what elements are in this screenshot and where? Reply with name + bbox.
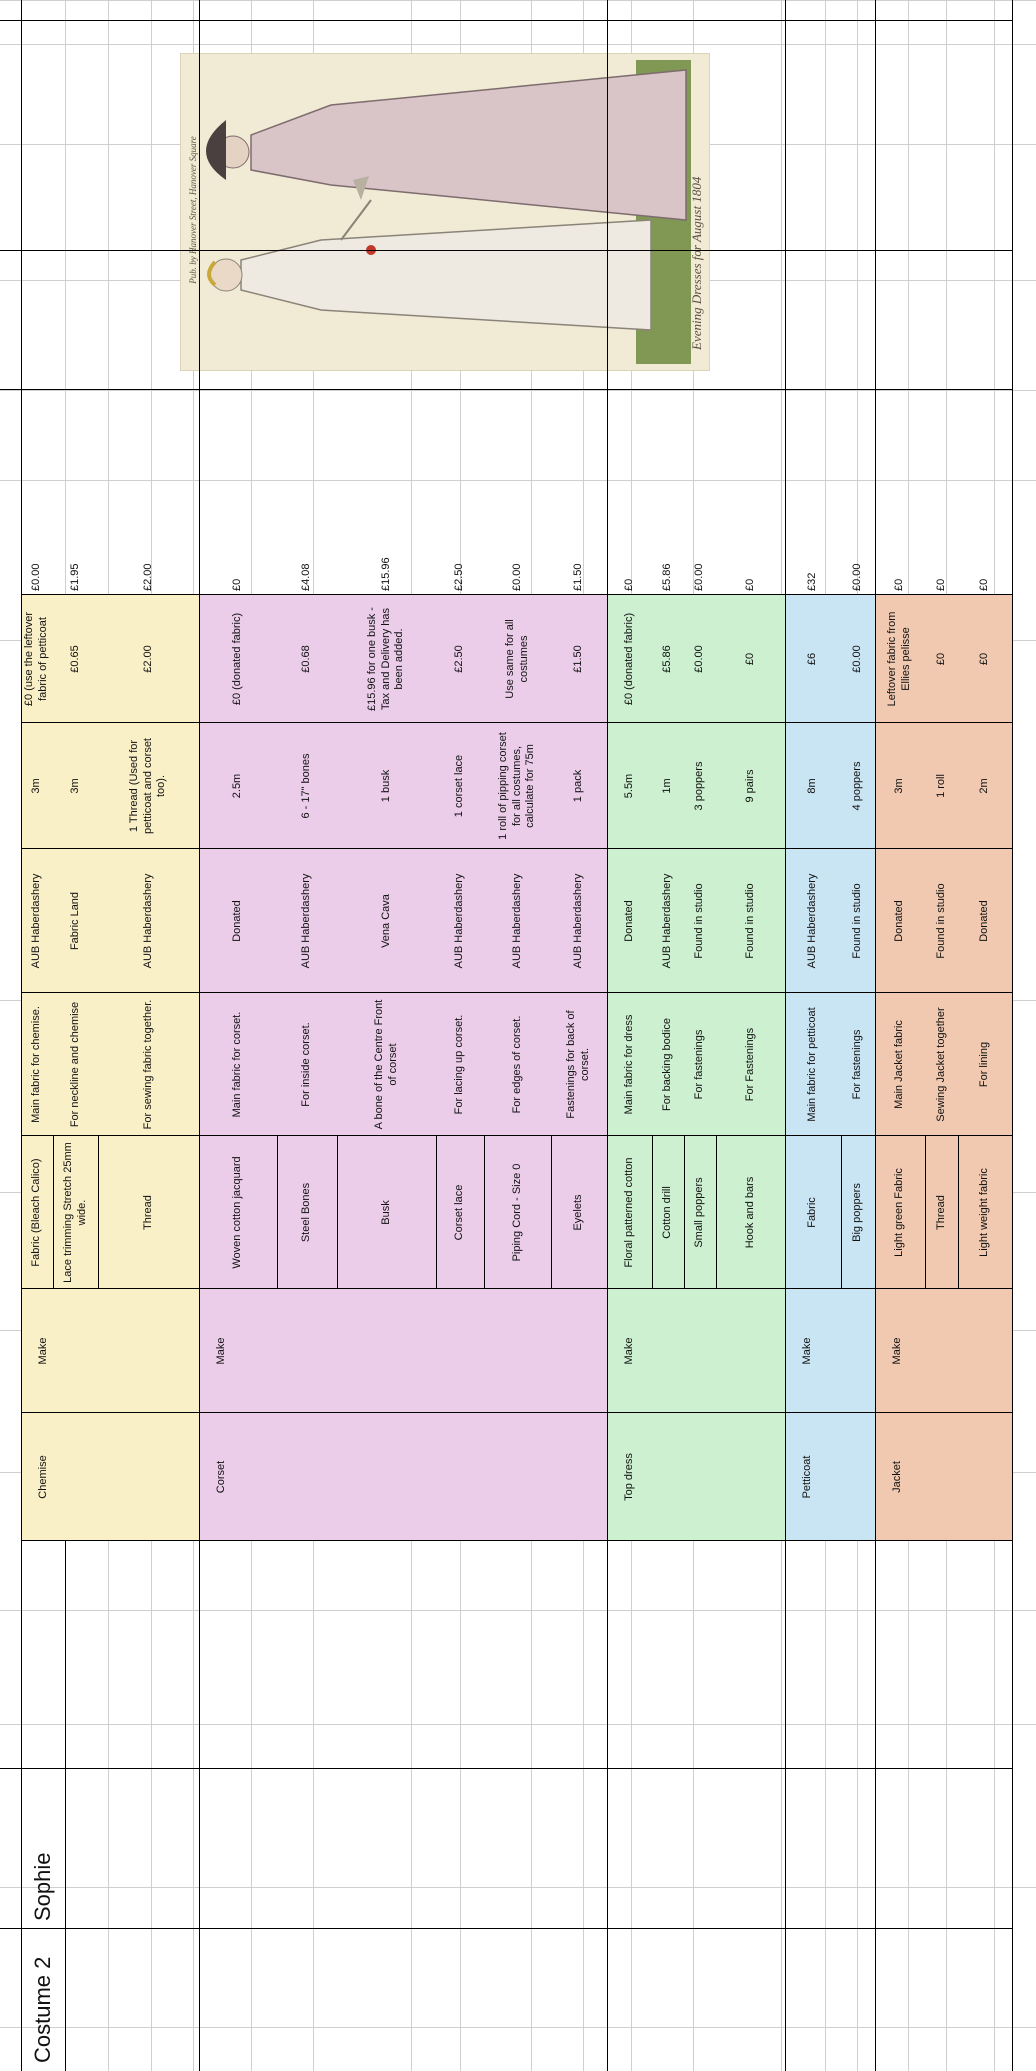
svg-text:Evening Dresses for August 180: Evening Dresses for August 1804 <box>689 176 704 350</box>
line-total: £0.00 <box>851 563 864 591</box>
material-unit: £2.50 <box>453 645 466 673</box>
make-label: Make <box>891 1337 903 1365</box>
line-total: £4.08 <box>300 563 313 591</box>
material-use: Main Jacket fabric <box>893 1020 906 1109</box>
material-unit: £0 <box>978 652 991 666</box>
line-total: £2.00 <box>141 563 154 591</box>
material-supplier: AUB Haberdashery <box>806 873 819 969</box>
column-border <box>0 1768 1012 1769</box>
column-border <box>21 722 1012 723</box>
section-border <box>21 0 22 2071</box>
row-divider <box>484 1136 485 1289</box>
material-unit: Leftover fabric from Ellies pelisse <box>886 611 912 707</box>
column-border <box>21 1288 1012 1289</box>
make-label: Make <box>215 1337 227 1365</box>
material-unit: £15.96 for one busk - Tax and Delivery has been added. <box>365 607 406 711</box>
garment-label: Petticoat <box>801 1455 813 1499</box>
make-label: Make <box>801 1337 813 1365</box>
material-qty: 9 pairs <box>743 769 756 803</box>
material-qty: 4 poppers <box>851 761 864 811</box>
material-supplier: AUB Haberdashery <box>300 873 313 969</box>
column-border <box>21 1540 1012 1541</box>
line-total: £0 <box>743 578 756 591</box>
material-supplier: Found in studio <box>743 883 756 959</box>
row-divider <box>337 1136 338 1289</box>
material-qty: 1m <box>661 778 674 794</box>
material-item: Woven cotton jacquard <box>231 1156 244 1269</box>
row-divider <box>841 1136 842 1289</box>
garment-label: Corset <box>215 1460 227 1494</box>
svg-text:Pub. by Hanover Street, Hanove: Pub. by Hanover Street, Hanover Square <box>188 136 198 284</box>
material-qty: 3 poppers <box>693 761 706 811</box>
person-name: Sophie <box>30 1852 56 1921</box>
material-qty: 8m <box>806 778 819 794</box>
material-use: Main fabric for corset. <box>231 1011 244 1118</box>
material-supplier: Fabric Land <box>68 891 81 951</box>
column-border <box>21 992 1012 993</box>
material-item: Corset lace <box>453 1184 466 1241</box>
line-total: £0.00 <box>510 563 523 591</box>
material-unit: £2.00 <box>141 645 154 673</box>
material-use: A bone of the Centre Front of corset <box>372 999 399 1130</box>
material-qty: 1 roll <box>934 774 947 798</box>
material-use: For backing bodice <box>661 1018 674 1111</box>
fashion-plate-image <box>180 53 710 371</box>
material-qty: 1 Thread (Used for petticoat and corset too). <box>127 738 168 835</box>
material-supplier: Found in studio <box>934 883 947 959</box>
row-divider <box>98 1136 99 1289</box>
row-divider <box>277 1136 278 1289</box>
material-unit: £0.00 <box>851 645 864 673</box>
column-border <box>0 250 1012 251</box>
line-total: £32 <box>806 572 819 591</box>
material-supplier: Donated <box>893 900 906 942</box>
garment-label: Chemise <box>37 1455 49 1499</box>
material-qty: 5.5m <box>622 773 635 799</box>
material-supplier: AUB Haberdashery <box>510 873 523 969</box>
material-supplier: AUB Haberdashery <box>661 873 674 969</box>
material-use: Main fabric for dress <box>622 1014 635 1115</box>
material-use: For Fastenings <box>743 1027 756 1102</box>
material-item: Small poppers <box>693 1177 706 1248</box>
material-item: Cotton drill <box>661 1186 674 1239</box>
material-qty: 3m <box>30 778 43 794</box>
material-item: Light green Fabric <box>893 1168 906 1257</box>
material-qty: 1 pack <box>572 769 585 803</box>
material-supplier: Vena Cava <box>379 894 392 948</box>
column-border <box>21 1135 1012 1136</box>
material-item: Hook and bars <box>743 1176 756 1249</box>
material-qty: 1 corset lace <box>453 754 466 818</box>
column-border <box>21 848 1012 849</box>
garment-label: Top dress <box>623 1453 635 1501</box>
row-divider <box>436 1136 437 1289</box>
material-unit: £0 (use the leftover fabric of petticoat <box>23 611 49 707</box>
material-use: Sewing Jacket together <box>934 1007 947 1122</box>
line-total: £5.86 <box>661 563 674 591</box>
costume-title: Costume 2 <box>30 1956 56 2063</box>
row-divider <box>551 1136 552 1289</box>
row-divider <box>925 1136 926 1289</box>
material-item: Lace trimming Stretch 25mm wide. <box>61 1142 88 1283</box>
material-supplier: AUB Haberdashery <box>453 873 466 969</box>
material-use: Fastenings for back of corset. <box>565 1010 591 1119</box>
material-supplier: AUB Haberdashery <box>141 873 154 969</box>
line-total: £0 <box>893 578 906 591</box>
material-supplier: Found in studio <box>851 883 864 959</box>
line-total: £0 <box>231 578 244 591</box>
row-divider <box>716 1136 717 1289</box>
garment-label: Jacket <box>891 1461 903 1493</box>
material-item: Big poppers <box>851 1183 864 1242</box>
material-supplier: AUB Haberdashery <box>30 873 43 969</box>
material-item: Eyelets <box>572 1194 585 1231</box>
material-item: Thread <box>934 1195 947 1230</box>
material-use: Main fabric for petticoat <box>806 1007 819 1122</box>
column-border <box>0 20 1012 21</box>
material-item: Fabric (Bleach Calico) <box>30 1158 43 1267</box>
material-use: For lacing up corset. <box>453 1014 466 1115</box>
column-border <box>0 1928 1012 1929</box>
material-supplier: Found in studio <box>693 883 706 959</box>
material-unit: £1.50 <box>572 645 585 673</box>
material-item: Steel Bones <box>300 1182 313 1243</box>
material-unit: £0 <box>743 652 756 666</box>
line-total: £1.50 <box>572 563 585 591</box>
section-border <box>785 0 786 2071</box>
material-use: For fastenings <box>851 1029 864 1100</box>
material-supplier: Donated <box>978 900 991 942</box>
line-total: £0 <box>622 578 635 591</box>
material-item: Light weight fabric <box>978 1168 991 1257</box>
line-total: £15.96 <box>379 557 392 591</box>
material-item: Busk <box>379 1200 392 1225</box>
material-unit: £0.68 <box>300 645 313 673</box>
material-unit: £0.65 <box>68 645 81 673</box>
section-border <box>875 0 876 2071</box>
material-unit: £0.00 <box>693 645 706 673</box>
line-total: £1.95 <box>68 563 81 591</box>
line-total: £0.00 <box>30 563 43 591</box>
line-total: £0.00 <box>693 563 706 591</box>
material-qty: 3m <box>893 778 906 794</box>
line-total: £0 <box>934 578 947 591</box>
material-item: Piping Cord - Size 0 <box>510 1163 523 1262</box>
line-total: £2.50 <box>453 563 466 591</box>
material-use: For edges of corset. <box>510 1015 523 1114</box>
row-divider <box>652 1136 653 1289</box>
material-qty: 1 busk <box>379 769 392 803</box>
material-qty: 3m <box>68 778 81 794</box>
material-use: For inside corset. <box>300 1022 313 1107</box>
section-border <box>199 0 200 2071</box>
row-divider <box>53 1136 54 1289</box>
row-divider <box>684 1136 685 1289</box>
material-supplier: Donated <box>231 900 244 942</box>
section-border <box>1012 0 1013 2071</box>
material-unit: £0 <box>934 652 947 666</box>
material-qty: 2m <box>978 778 991 794</box>
material-unit: £6 <box>806 652 819 666</box>
material-supplier: AUB Haberdashery <box>572 873 585 969</box>
material-item: Fabric <box>806 1197 819 1228</box>
row-divider <box>958 1136 959 1289</box>
material-qty: 1 roll of pipping corset for all costumes, calculate for 75m <box>496 732 537 840</box>
material-unit: Use same for all costumes <box>503 619 530 699</box>
header-divider <box>65 1541 66 2071</box>
material-supplier: Donated <box>622 900 635 942</box>
fashion-plate-illustration-icon <box>181 54 709 370</box>
material-use: For neckline and chemise <box>68 1001 81 1128</box>
material-item: Thread <box>141 1195 154 1230</box>
make-label: Make <box>37 1337 49 1365</box>
material-use: For fastenings <box>693 1029 706 1100</box>
material-qty: 2.5m <box>231 773 244 799</box>
column-border <box>21 1412 1012 1413</box>
material-unit: £0 (donated fabric) <box>622 612 635 706</box>
material-unit: £5.86 <box>661 645 674 673</box>
material-item: Floral patterned cotton <box>622 1157 635 1268</box>
material-qty: 6 - 17" bones <box>300 753 313 819</box>
section-border <box>607 0 608 2071</box>
material-use: Main fabric for chemise. <box>30 1006 43 1123</box>
material-use: For sewing fabric together. <box>141 999 154 1130</box>
make-label: Make <box>623 1337 635 1365</box>
column-border <box>21 594 1012 595</box>
column-border <box>0 389 1012 390</box>
material-unit: £0 (donated fabric) <box>231 612 244 706</box>
line-total: £0 <box>978 578 991 591</box>
material-use: For lining <box>978 1041 991 1088</box>
